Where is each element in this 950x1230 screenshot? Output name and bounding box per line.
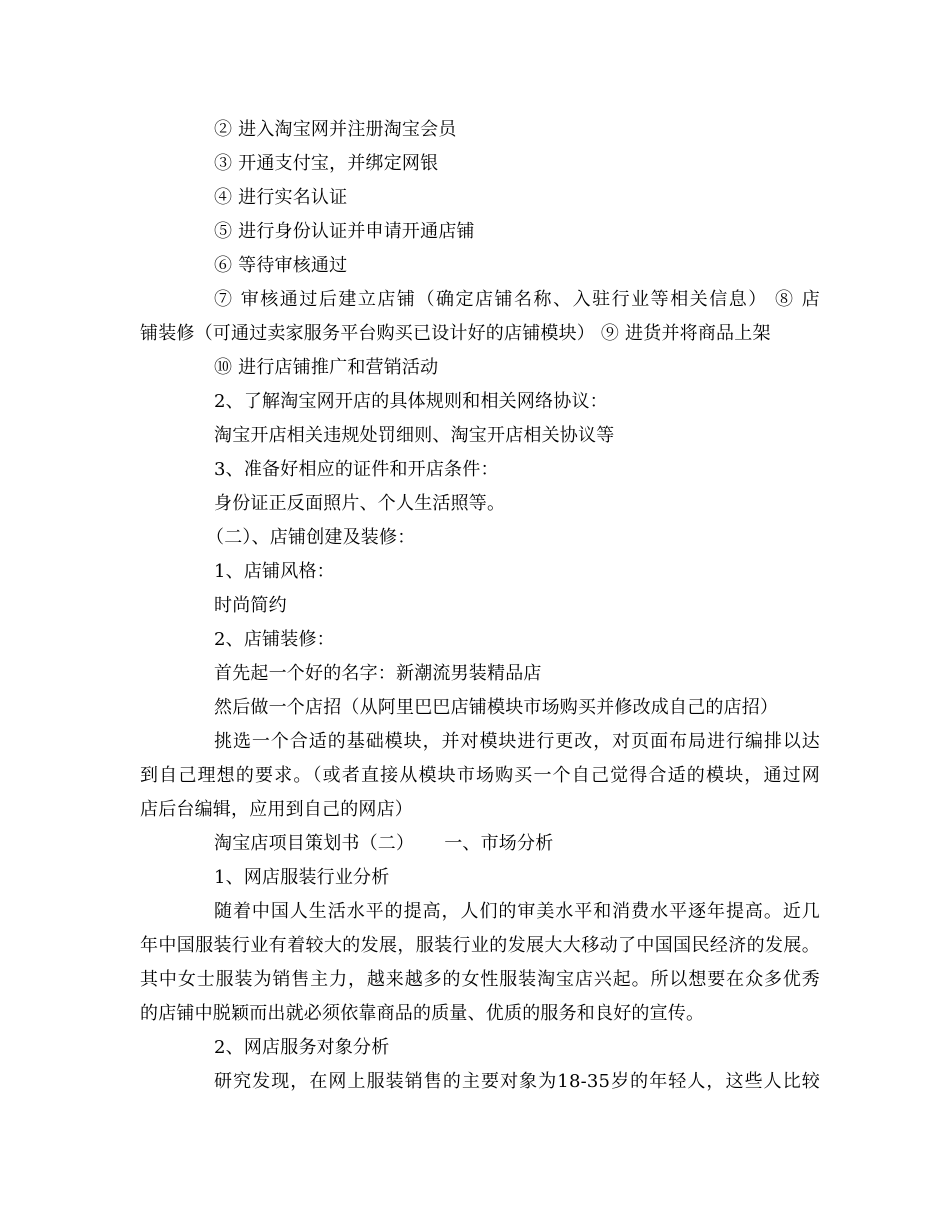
section-3-title: 3、准备好相应的证件和开店条件： bbox=[214, 459, 499, 480]
market-1-line-1: 随着中国人生活水平的提高，人们的审美水平和消费水平逐年提高。近几 bbox=[214, 901, 820, 922]
market-1-title: 1、网店服装行业分析 bbox=[214, 867, 390, 888]
market-2-line-1: 研究发现，在网上服装销售的主要对象为18-35岁的年轻人，这些人比较 bbox=[214, 1071, 820, 1092]
step-5: ⑤ 进行身份认证并申请开通店铺 bbox=[214, 221, 475, 242]
step-6: ⑥ 等待审核通过 bbox=[214, 255, 348, 276]
market-1-line-3: 其中女士服装为销售主力，越来越多的女性服装淘宝店兴起。所以想要在众多优秀 bbox=[140, 969, 820, 990]
step-2: ② 进入淘宝网并注册淘宝会员 bbox=[214, 119, 457, 140]
plan-title: 淘宝店项目策划书（二） bbox=[214, 833, 415, 854]
decor-module-line-1: 挑选一个合适的基础模块，并对模块进行更改，对页面布局进行编排以达 bbox=[214, 731, 820, 752]
plan-title-line bbox=[214, 832, 820, 856]
decor-module-line-3: 店后台编辑，应用到自己的网店） bbox=[140, 799, 413, 820]
market-1-line-2: 年中国服装行业有着较大的发展，服装行业的发展大大移动了中国国民经济的发展。 bbox=[140, 935, 820, 956]
section-3-body: 身份证正反面照片、个人生活照等。 bbox=[214, 493, 506, 514]
section-2-title: 2、了解淘宝网开店的具体规则和相关网络协议： bbox=[214, 391, 608, 412]
style-body: 时尚简约 bbox=[214, 595, 287, 616]
step-3: ③ 开通支付宝，并绑定网银 bbox=[214, 153, 439, 174]
style-title: 1、店铺风格： bbox=[214, 561, 335, 582]
market-1-line-4: 的店铺中脱颖而出就必须依靠商品的质量、优质的服务和良好的宣传。 bbox=[140, 1003, 705, 1024]
step-7-line-1: ⑦ 审核通过后建立店铺（确定店铺名称、入驻行业等相关信息） ⑧ 店 bbox=[214, 289, 820, 310]
decor-title: 2、店铺装修： bbox=[214, 629, 335, 650]
decor-module-line-2: 到自己理想的要求。（或者直接从模块市场购买一个自己觉得合适的模块，通过网 bbox=[140, 765, 820, 786]
market-2-title: 2、网店服务对象分析 bbox=[214, 1037, 390, 1058]
decor-sign: 然后做一个店招（从阿里巴巴店铺模块市场购买并修改成自己的店招） bbox=[214, 697, 779, 718]
step-7-line-2: 铺装修（可通过卖家服务平台购买已设计好的店铺模块） ⑨ 进货并将商品上架 bbox=[140, 323, 771, 344]
step-4: ④ 进行实名认证 bbox=[214, 187, 348, 208]
market-analysis-heading: 一、市场分析 bbox=[444, 833, 554, 854]
step-10: ⑩ 进行店铺推广和营销活动 bbox=[214, 357, 439, 378]
section-2-body: 淘宝开店相关违规处罚细则、淘宝开店相关协议等 bbox=[214, 425, 615, 446]
part-2-title: （二）、店铺创建及装修： bbox=[206, 527, 416, 548]
decor-name: 首先起一个好的名字：新潮流男装精品店 bbox=[214, 663, 542, 684]
